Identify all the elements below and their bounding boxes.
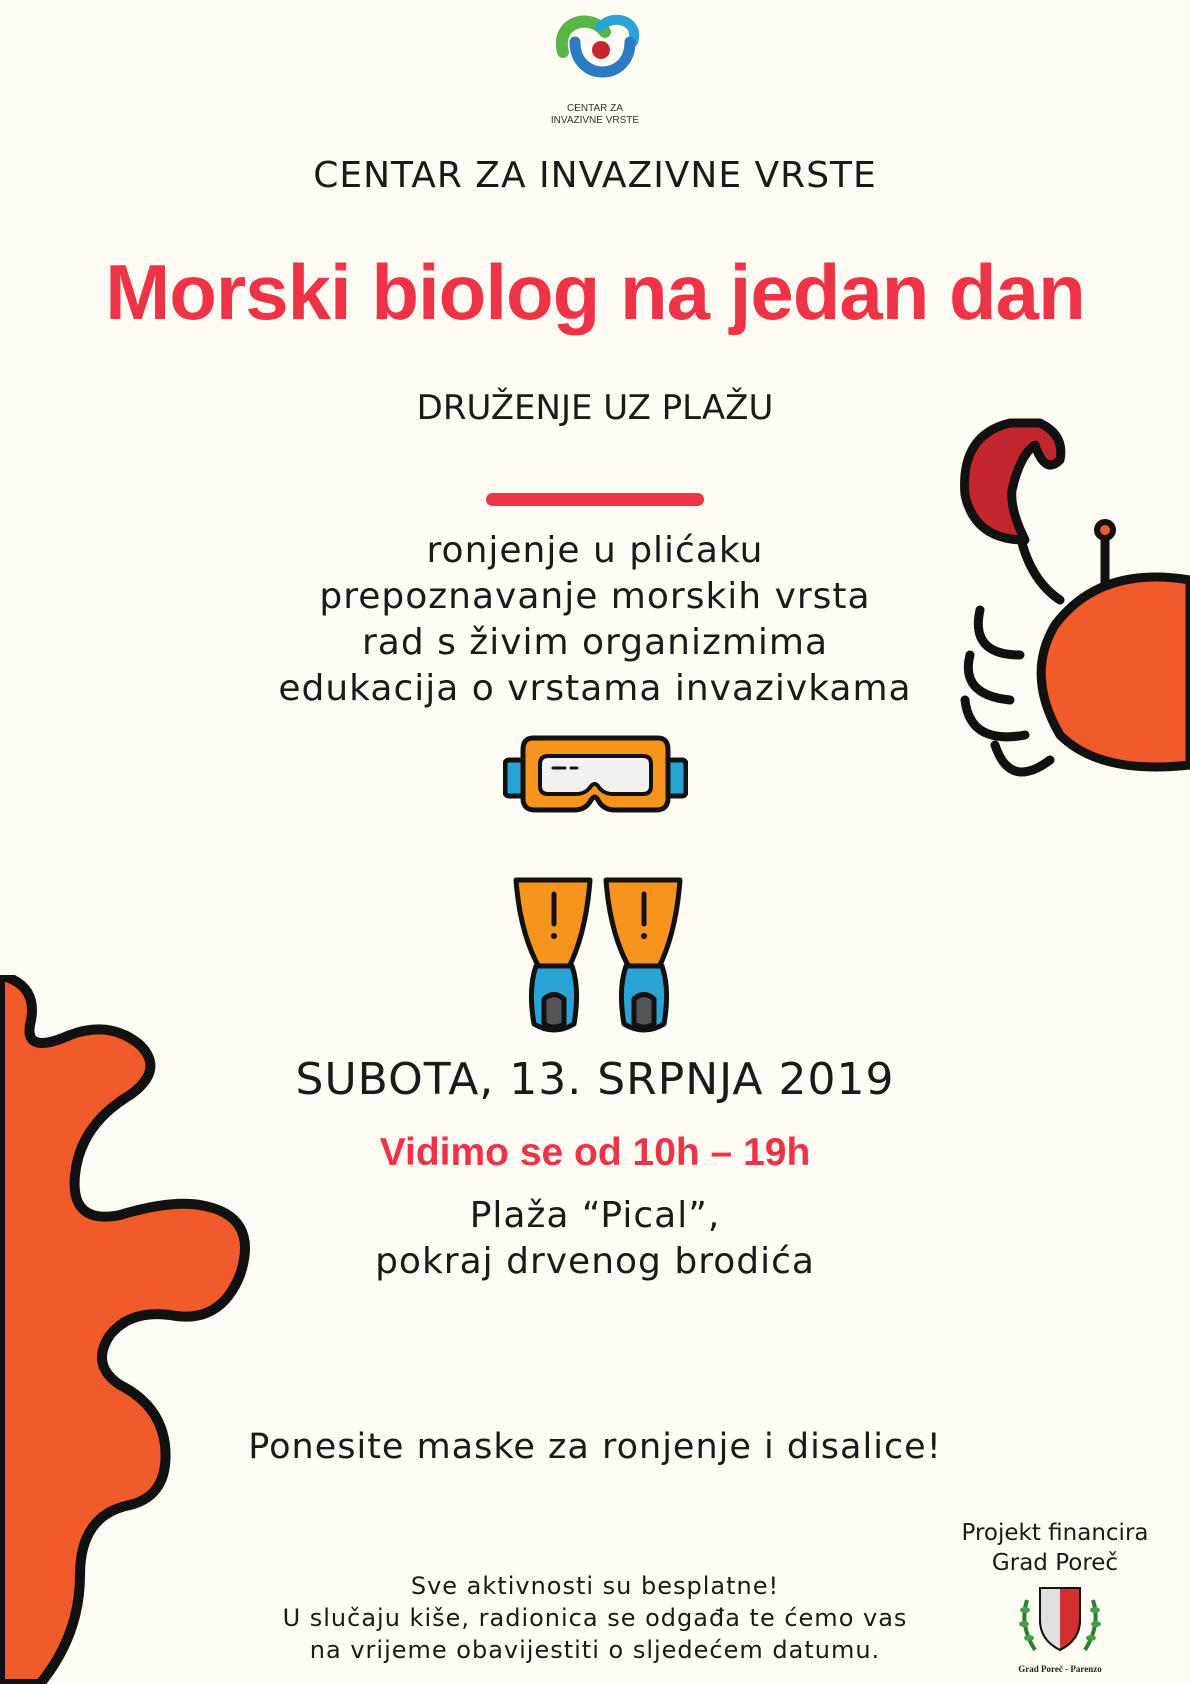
list-item: edukacija o vrstama invazivkama: [278, 668, 912, 709]
footer-note: [240, 1570, 950, 1666]
event-date: SUBOTA, 13. SRPNJA 2019: [295, 1054, 895, 1105]
sponsor-text: [935, 1518, 1175, 1578]
crab-icon: [950, 415, 1190, 790]
list-item: ronjenje u plićaku: [426, 530, 764, 571]
logo-text: [530, 103, 660, 127]
footer-line: U slučaju kiše, radionica se odgađa te ćemo vas: [282, 1604, 908, 1632]
footer-line: na vrijeme obavijestiti o sljedećem datumu.: [309, 1636, 881, 1664]
logo-text-line1: CENTAR ZA: [567, 103, 623, 114]
footer-line: Sve aktivnosti su besplatne!: [410, 1572, 780, 1600]
bring-notice: Ponesite maske za ronjenje i disalice!: [248, 1427, 942, 1467]
subtitle: DRUŽENJE UZ PLAŽU: [416, 388, 774, 428]
logo-icon: [545, 12, 645, 82]
location-line2: pokraj drvenog brodića: [375, 1241, 815, 1282]
diving-mask-icon: [503, 728, 688, 828]
city-shield-icon: [1015, 1580, 1105, 1662]
fins-icon: [508, 874, 688, 1034]
organization-name: CENTAR ZA INVAZIVNE VRSTE: [313, 155, 877, 196]
event-time: Vidimo se od 10h – 19h: [379, 1131, 811, 1174]
sponsor-line1: Projekt financira: [961, 1520, 1149, 1546]
list-item: rad s živim organizmima: [361, 622, 829, 663]
sponsor-line2: Grad Poreč: [991, 1550, 1119, 1576]
coral-icon: [0, 975, 300, 1684]
page-title: Morski biolog na jedan dan: [105, 248, 1085, 336]
divider: [486, 493, 704, 506]
list-item: prepoznavanje morskih vrsta: [319, 576, 871, 617]
logo-text-line2: INVAZIVNE VRSTE: [550, 115, 640, 126]
location-line1: Plaža “Pical”,: [469, 1195, 721, 1236]
shield-caption: Grad Poreč - Parenzo: [1018, 1664, 1102, 1674]
